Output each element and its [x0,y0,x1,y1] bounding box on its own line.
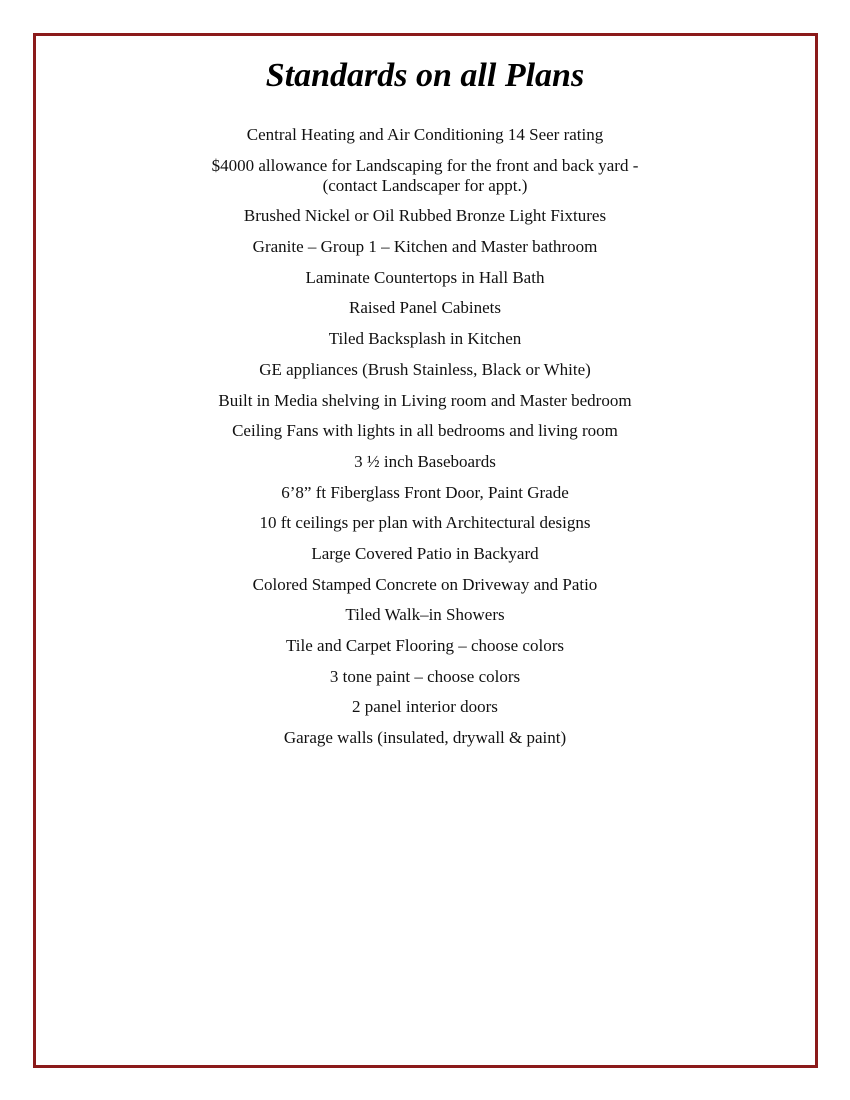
list-item: 6’8” ft Fiberglass Front Door, Paint Grade [281,482,569,502]
list-item: Ceiling Fans with lights in all bedrooms and living room [232,421,618,441]
list-item: Raised Panel Cabinets [348,298,502,318]
list-item: 3 tone paint – choose colors [329,666,521,686]
list-item: Large Covered Patio in Backyard [311,543,539,563]
list-item: Central Heating and Air Conditioning 14 Seer rating [246,125,604,144]
list-item: Tiled Backsplash in Kitchen [328,329,522,349]
list-item: Laminate Countertops in Hall Bath [305,267,545,287]
list-item-line: (contact Landscaper for appt.) [322,175,528,195]
list-item [0,156,850,196]
list-item: Granite – Group 1 – Kitchen and Master bathroom [252,237,598,257]
standards-list [0,125,850,748]
list-item: Brushed Nickel or Oil Rubbed Bronze Light Fixtures [243,206,607,226]
list-item: Colored Stamped Concrete on Driveway and Patio [252,574,598,594]
page-title: Standards on all Plans [265,57,585,94]
list-item: GE appliances (Brush Stainless, Black or White) [259,359,591,379]
list-item: Built in Media shelving in Living room and Master bedroom [218,390,632,410]
list-item-line: $4000 allowance for Landscaping for the front and back yard - [211,155,639,175]
list-item: 10 ft ceilings per plan with Architectural designs [259,513,591,533]
list-item: 3 ½ inch Baseboards [354,451,496,471]
list-item: 2 panel interior doors [352,697,498,717]
list-item: Garage walls (insulated, drywall & paint) [283,728,567,748]
list-item: Tiled Walk–in Showers [345,605,505,625]
list-item: Tile and Carpet Flooring – choose colors [286,636,564,655]
